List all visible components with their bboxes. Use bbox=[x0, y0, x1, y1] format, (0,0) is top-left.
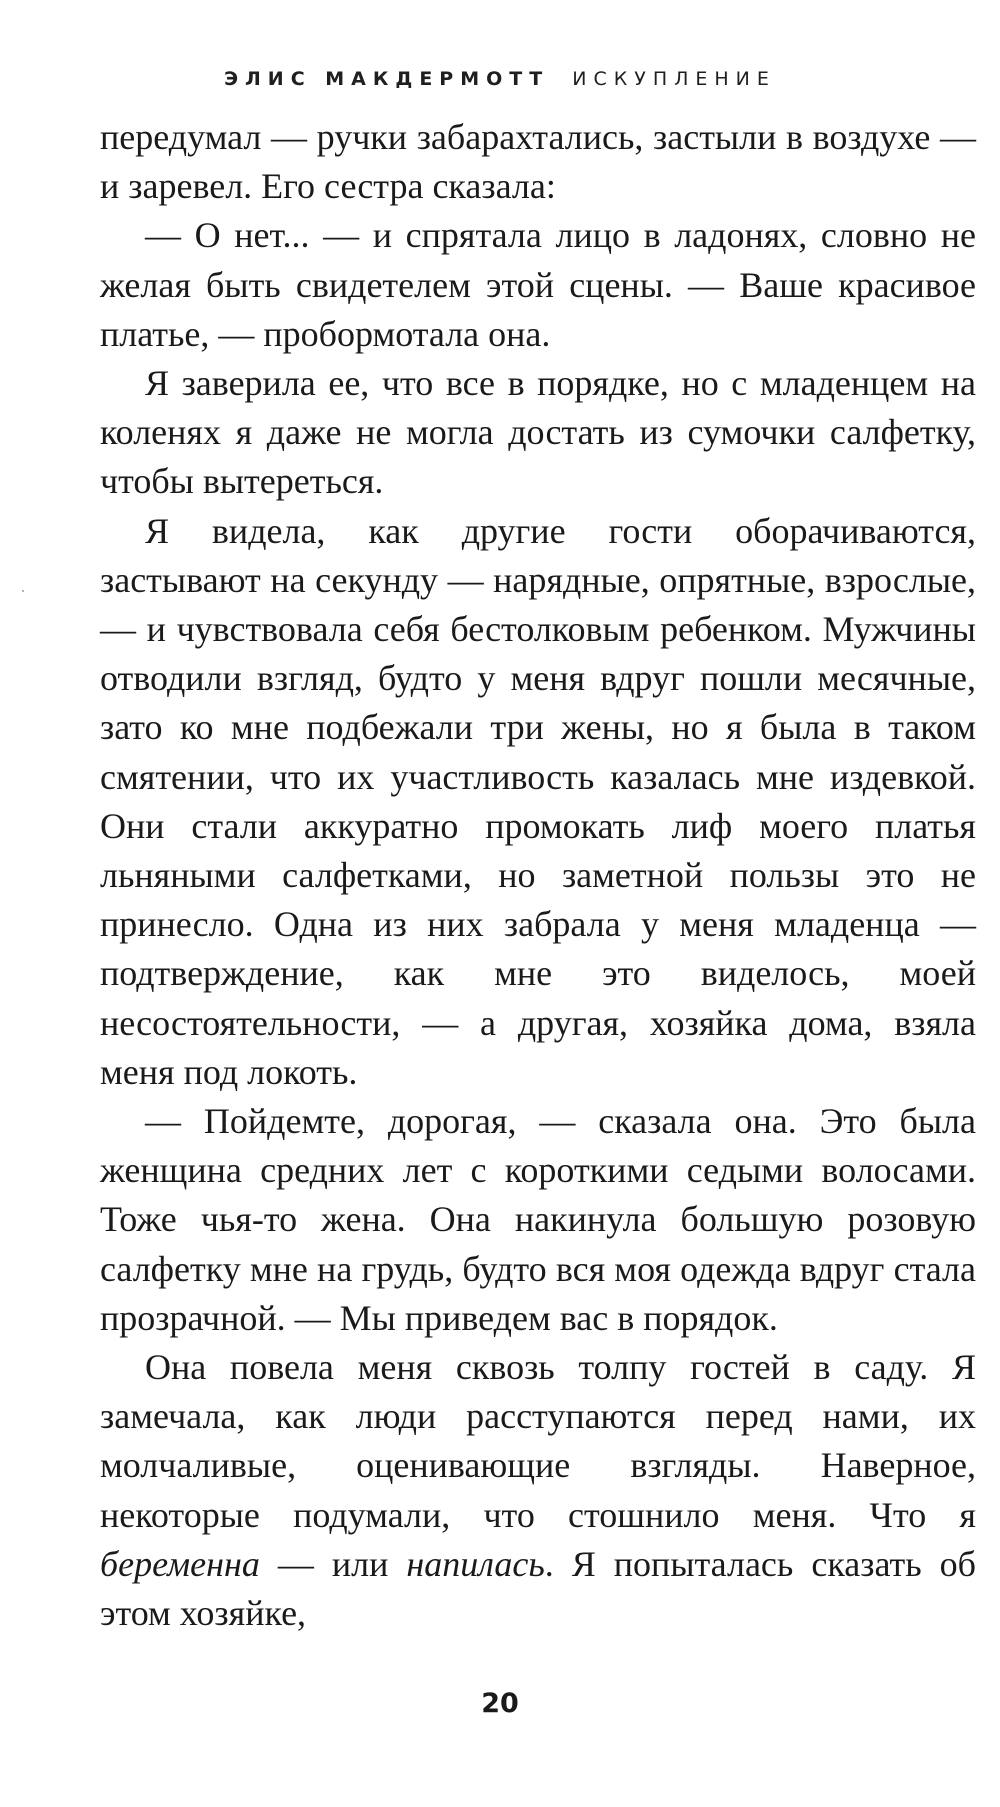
paragraph-4 bbox=[100, 507, 976, 1097]
paragraph-text: — Пойдемте, дорогая, — сказала она. Это была женщина средних лет с короткими седыми волосами. Тоже чья-то жена. Она накинула большую розовую салфетку мне на грудь, будто вся моя одежда вдруг стала прозрачной. — Мы приведем вас в порядок. bbox=[100, 1101, 976, 1338]
page-number: 20 bbox=[481, 1688, 519, 1719]
body-text bbox=[100, 113, 976, 1638]
paragraph-text: Я заверила ее, что все в порядке, но с младенцем на коленях я даже не могла достать из сумочки салфетку, чтобы вытереться. bbox=[100, 363, 976, 502]
paragraph-3 bbox=[100, 359, 976, 507]
paragraph-text: — О нет... — и спрятала лицо в ладонях, словно не желая быть свидетелем этой сцены. — Ваше красивое платье, — пробормотала она. bbox=[100, 215, 976, 354]
paragraph-6 bbox=[100, 1343, 976, 1638]
italic-word: беременна bbox=[100, 1543, 260, 1584]
margin-speck bbox=[22, 590, 24, 592]
paragraph-1 bbox=[100, 113, 976, 211]
paragraph-2 bbox=[100, 211, 976, 359]
running-head bbox=[0, 68, 1000, 90]
paragraph-text: Я видела, как другие гости оборачиваются, застывают на секунду — нарядные, опрятные, взрослые, — и чувствовала себя бестолковым ребенком. Мужчины отводили взгляд, будто у меня вдруг пошли месячные, зато ко мне подбежали три жены, но я была в таком смятении, что их участливость казалась мне издевкой. Они стали аккуратно промокать лиф моего платья льняными салфетками, но заметной пользы это не принесло. Одна из них забрала у меня младенца — подтверждение, как мне это виделось, моей несостоятельности, — а другая, хозяйка дома, взяла меня под локоть. bbox=[100, 510, 976, 1092]
italic-word: напилась bbox=[406, 1543, 545, 1584]
paragraph-text: . Я попыталась сказать об этом хозяйке, bbox=[100, 1543, 976, 1634]
paragraph-text: передумал — ручки забарахтались, застыли в воздухе — и заревел. Его сестра сказала: bbox=[100, 117, 976, 207]
paragraph-text: Она повела меня сквозь толпу гостей в саду. Я замечала, как люди расступаются перед нами, их молчаливые, оценивающие взгляды. Наверное, некоторые подумали, что стошнило меня. Что я bbox=[100, 1347, 976, 1535]
running-head-title: ИСКУПЛЕНИЕ bbox=[572, 68, 776, 90]
paragraph-5 bbox=[100, 1097, 976, 1343]
running-head-author: ЭЛИС МАКДЕРМОТТ bbox=[224, 68, 550, 90]
paragraph-text: — или bbox=[259, 1543, 407, 1584]
